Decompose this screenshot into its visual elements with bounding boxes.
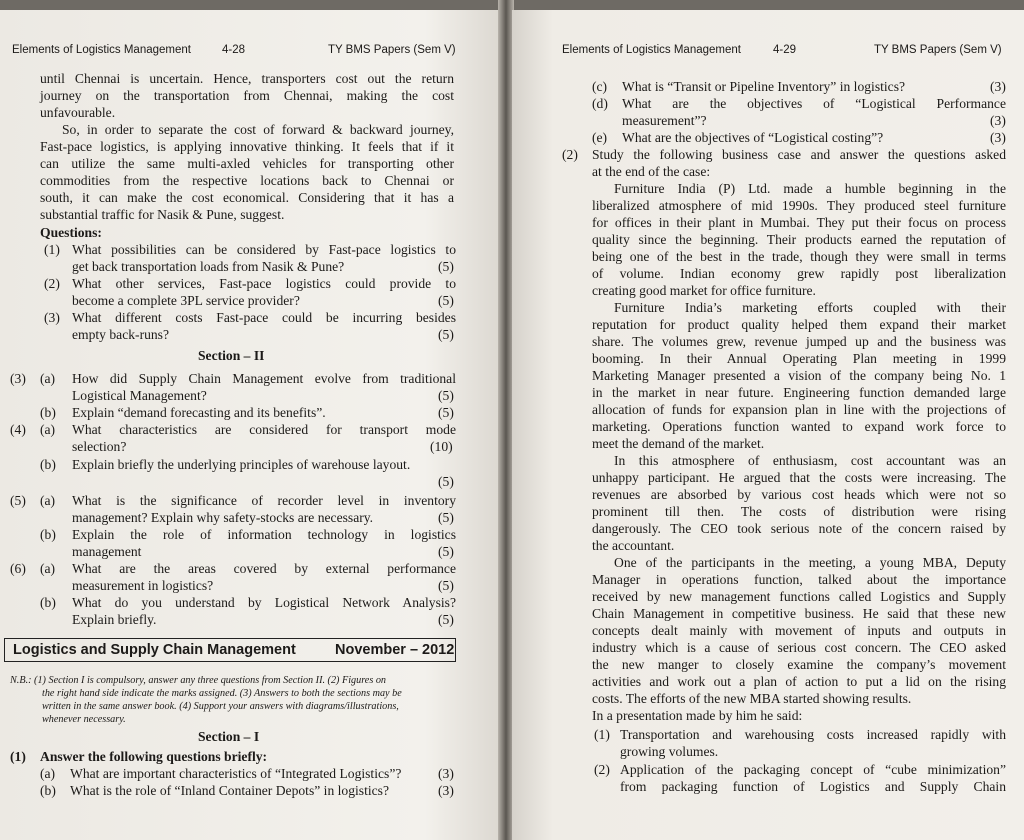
case-study-line: marketing. Operations function wanted to expand work force to — [592, 419, 1006, 434]
left-header-source: TY BMS Papers (Sem V) — [328, 44, 456, 56]
instructions-line: the right hand side indicate the marks assigned. (3) Answers to both the sections may be — [42, 688, 402, 699]
intro-line: Fast-pace logistics, is applying innovative thinking. It feels that if it — [40, 139, 454, 154]
question-line: measurement”? — [622, 113, 707, 128]
case-study-line: One of the participants in the meeting, a young MBA, Deputy — [614, 555, 1006, 570]
case-study-line: industry which is a cause of serious cost concern. The CEO asked — [592, 640, 1006, 655]
question-line: at the end of the case: — [592, 164, 711, 179]
case-study-line: Marketing Manager presented a vision of the company being No. 1 — [592, 368, 1006, 383]
sub-question-letter: (b) — [40, 783, 56, 798]
question-line: What is the significance of recorder level in inventory — [72, 493, 456, 508]
question-line: management? Explain why safety-stocks are necessary. — [72, 510, 374, 525]
exam-title-box — [4, 638, 456, 662]
case-study-line: the new manger to closely examine the company’s movement — [592, 657, 1006, 672]
sub-question-letter: (e) — [592, 130, 608, 145]
case-study-line: creating good market for office furniture. — [592, 283, 816, 298]
case-study-line: for offices in their plant in Mumbai. They put their focus on process — [592, 215, 1006, 230]
sub-question-letter: (c) — [592, 79, 608, 94]
left-header-book: Elements of Logistics Management — [12, 44, 191, 56]
question-number: (3) — [44, 310, 60, 325]
sub-question-letter: (b) — [40, 527, 56, 542]
question-marks: (3) — [438, 766, 454, 781]
case-study-line: meet the demand of the market. — [592, 436, 765, 451]
question-marks: (5) — [438, 405, 454, 420]
intro-line: commodities from the respective locations back to Chennai or — [40, 173, 454, 188]
question-marks: (5) — [438, 510, 454, 525]
case-study-line: prominent till then. The costs of distribution were rising — [592, 504, 1006, 519]
question-marks: (5) — [438, 327, 454, 342]
intro-line: journey on the transportation from Chennai, making the cost — [40, 88, 454, 103]
exam-date: November – 2012 — [335, 642, 455, 658]
case-study-line: revenues are absorbed by various cost heads which were not so — [592, 487, 1006, 502]
questions-heading: Questions: — [40, 225, 102, 240]
case-study-line: dangerously. The CEO took serious note of the concern raised by — [592, 521, 1006, 536]
intro-line: So, in order to separate the cost of forward & backward journey, — [62, 122, 454, 137]
question-marks: (5) — [438, 388, 454, 403]
case-study-line: concepts dealt mainly with movement of inputs and outputs in — [592, 623, 1006, 638]
point-line: Transportation and warehousing costs increased rapidly with — [620, 727, 1006, 742]
sub-question-letter: (a) — [40, 766, 56, 781]
intro-line: until Chennai is uncertain. Hence, transporters cost out the return — [40, 71, 454, 86]
question-number: (2) — [562, 147, 578, 162]
intro-line: can utilize the same multi-axled vehicles for transporting other — [40, 156, 454, 171]
right-header-source: TY BMS Papers (Sem V) — [874, 44, 1002, 56]
point-number: (2) — [594, 762, 610, 777]
case-study-line: in the market in near future. Engineering function demanded large — [592, 385, 1006, 400]
question-line: What characteristics are considered for transport mode — [72, 422, 456, 437]
left-page — [0, 10, 500, 840]
right-header-book: Elements of Logistics Management — [562, 44, 741, 56]
question-number: (1) — [10, 749, 26, 764]
question-line: What are the objectives of “Logistical Performance — [622, 96, 1006, 111]
section-2-heading: Section – II — [198, 348, 265, 363]
instructions-line: written in the same answer book. (4) Support your answers with diagrams/illustrations, — [42, 701, 399, 712]
question-line: How did Supply Chain Management evolve from traditional — [72, 371, 456, 386]
question-line: Explain briefly. — [72, 612, 157, 627]
case-study-line: booming. In their Annual Operating Plan meeting in 1999 — [592, 351, 1006, 366]
intro-line: unfavourable. — [40, 105, 116, 120]
question-line: What are the areas covered by external performance — [72, 561, 456, 576]
question-line: get back transportation loads from Nasik & Pune? — [72, 259, 345, 274]
right-header-page-number: 4-29 — [773, 44, 797, 56]
question-line: selection? — [72, 439, 127, 454]
case-study-line: liberalized atmosphere of mid 1990s. They produced steel furniture — [592, 198, 1006, 213]
section-1-heading: Section – I — [198, 729, 260, 744]
question-line: measurement in logistics? — [72, 578, 214, 593]
case-study-line: of volume. Indian economy grew rapidly post liberalization — [592, 266, 1006, 281]
question-line: What are important characteristics of “Integrated Logistics”? — [70, 766, 402, 781]
question-number: (6) — [10, 561, 26, 576]
question-number: (3) — [10, 371, 26, 386]
sub-question-letter: (b) — [40, 405, 56, 420]
question-marks: (5) — [438, 612, 454, 627]
case-study-line: In a presentation made by him he said: — [592, 708, 803, 723]
question-marks: (5) — [438, 474, 454, 489]
case-study-line: unhappy participant. He argued that the costs were increasing. The — [592, 470, 1006, 485]
case-study-line: quality since the beginning. Their products earned the reputation of — [592, 232, 1006, 247]
question-number: (2) — [44, 276, 60, 291]
question-marks: (3) — [990, 113, 1006, 128]
question-line: What do you understand by Logistical Network Analysis? — [72, 595, 456, 610]
point-line: Application of the packaging concept of “cube minimization” — [620, 762, 1006, 777]
left-header-page-number: 4-28 — [222, 44, 246, 56]
question-line: Explain “demand forecasting and its benefits”. — [72, 405, 326, 420]
question-line: What is the role of “Inland Container Depots” in logistics? — [70, 783, 389, 798]
question-marks: (3) — [990, 79, 1006, 94]
case-study-line: share. The volumes grew, revenue jumped up and the business was — [592, 334, 1006, 349]
right-page — [512, 10, 1024, 840]
case-study-line: received by new management functions called Logistics and Supply — [592, 589, 1006, 604]
question-marks: (5) — [438, 293, 454, 308]
sub-question-letter: (a) — [40, 493, 56, 508]
case-study-line: Furniture India’s marketing efforts coupled with their — [614, 300, 1006, 315]
question-line: become a complete 3PL service provider? — [72, 293, 300, 308]
case-study-line: In this atmosphere of enthusiasm, cost accountant was an — [614, 453, 1006, 468]
question-number: (4) — [10, 422, 26, 437]
case-study-line: activities and work out a plan of action to put a lid on the rising — [592, 674, 1006, 689]
question-line: Explain briefly the underlying principles of warehouse layout. — [72, 457, 411, 472]
sub-question-letter: (a) — [40, 422, 56, 437]
question-marks: (5) — [438, 259, 454, 274]
sub-question-letter: (d) — [592, 96, 608, 111]
question-line: Study the following business case and answer the questions asked — [592, 147, 1006, 162]
point-number: (1) — [594, 727, 610, 742]
point-line: from packaging function of Logistics and Supply Chain — [620, 779, 1006, 794]
question-marks: (3) — [438, 783, 454, 798]
case-study-line: costs. The efforts of the new MBA started showing results. — [592, 691, 912, 706]
question-number: (1) — [44, 242, 60, 257]
question-marks: (10) — [430, 439, 453, 454]
question-line: Logistical Management? — [72, 388, 207, 403]
question-line: Answer the following questions briefly: — [40, 749, 268, 764]
intro-line: south, it can make the cost economical. Considering that it has a — [40, 190, 454, 205]
question-line: What is “Transit or Pipeline Inventory” in logistics? — [622, 79, 906, 94]
instructions-line: N.B.: (1) Section I is compulsory, answer any three questions from Section II. (2) Figures on — [10, 675, 387, 686]
question-line: What are the objectives of “Logistical costing”? — [622, 130, 884, 145]
case-study-line: reputation for product quality helped them expand their market — [592, 317, 1006, 332]
sub-question-letter: (a) — [40, 371, 56, 386]
case-study-line: allocation of funds for expansion plan in line with the projections of — [592, 402, 1006, 417]
sub-question-letter: (b) — [40, 595, 56, 610]
case-study-line: being one of the best in the trade, though they were small in terms — [592, 249, 1006, 264]
case-study-line: the accountant. — [592, 538, 675, 553]
question-number: (5) — [10, 493, 26, 508]
exam-title: Logistics and Supply Chain Management — [13, 642, 296, 658]
question-line: What different costs Fast-pace could be incurring besides — [72, 310, 456, 325]
question-line: empty back-runs? — [72, 327, 170, 342]
instructions-line: whenever necessary. — [42, 714, 126, 725]
question-line: What possibilities can be considered by Fast-pace logistics to — [72, 242, 456, 257]
case-study-line: Chain Management in competitive business. He said that these new — [592, 606, 1006, 621]
question-line: management — [72, 544, 142, 559]
question-marks: (3) — [990, 130, 1006, 145]
case-study-line: Furniture India (P) Ltd. made a humble beginning in the — [614, 181, 1006, 196]
sub-question-letter: (b) — [40, 457, 56, 472]
question-line: Explain the role of information technology in logistics — [72, 527, 456, 542]
question-marks: (5) — [438, 544, 454, 559]
question-line: What other services, Fast-pace logistics could provide to — [72, 276, 456, 291]
point-line: growing volumes. — [620, 744, 719, 759]
case-study-line: Manager in operations function, talked about the importance — [592, 572, 1006, 587]
sub-question-letter: (a) — [40, 561, 56, 576]
question-marks: (5) — [438, 578, 454, 593]
intro-line: substantial traffic for Nasik & Pune, suggest. — [40, 207, 285, 222]
